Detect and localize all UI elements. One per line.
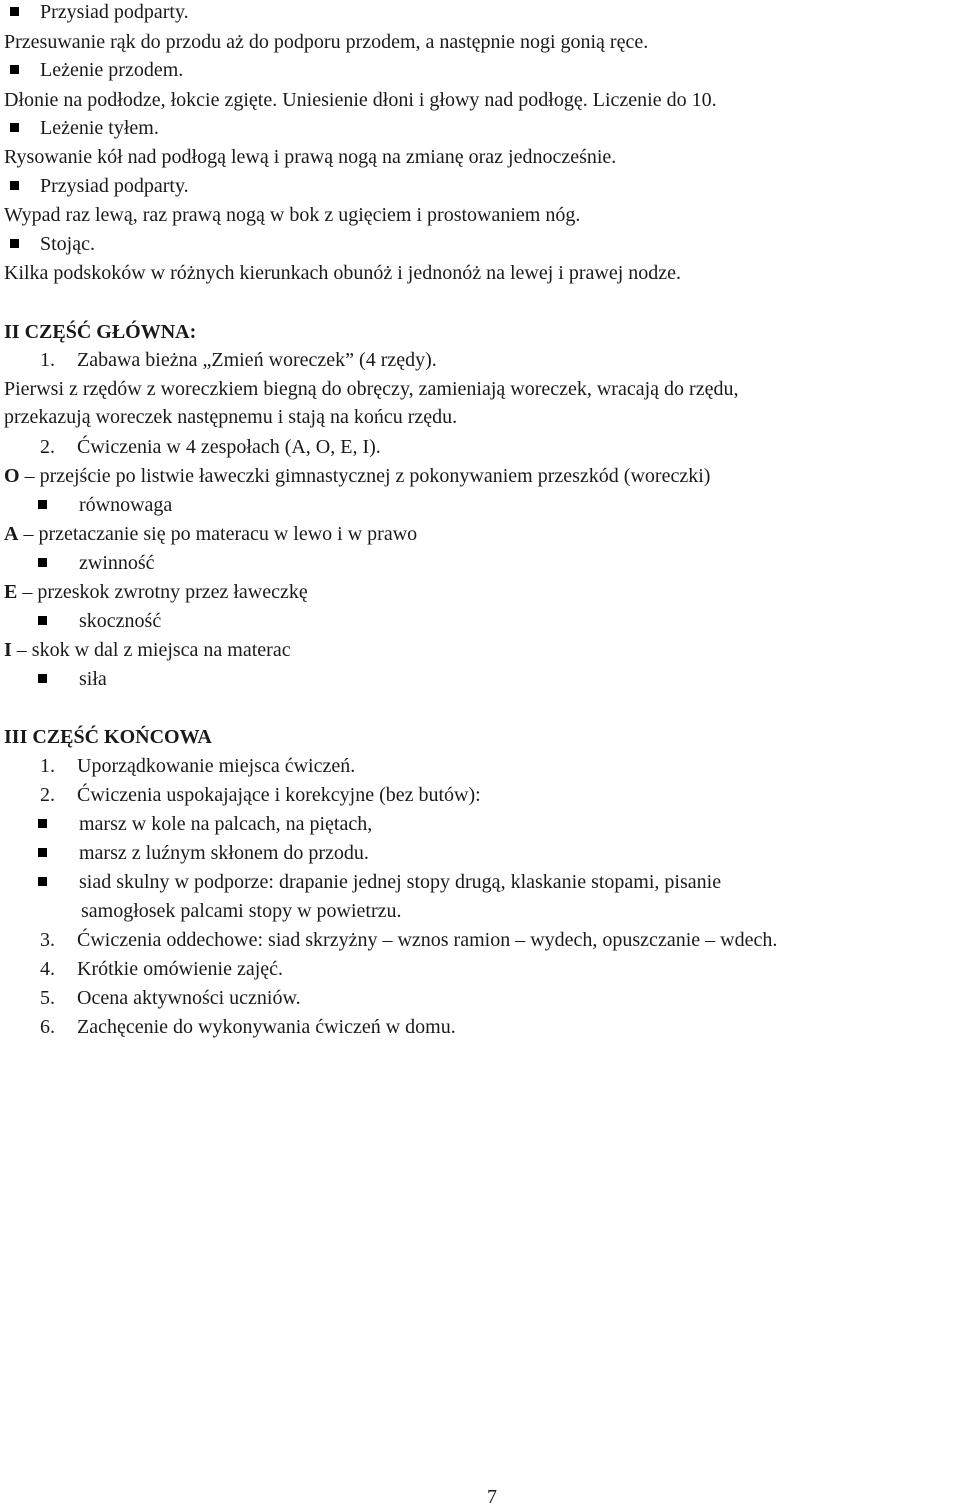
section-heading-main: II CZĘŚĆ GŁÓWNA: [4,321,197,343]
station-description: E – przeskok zwrotny przez ławeczkę [4,581,308,603]
corrective-exercise-continuation: samogłosek palcami stopy w powietrzu. [81,900,402,922]
game-description-line: Pierwsi z rzędów z woreczkiem biegną do obręczy, zamieniają woreczek, wracają do rzędu, [4,378,739,400]
station-description: O – przejście po listwie ławeczki gimnastycznej z pokonywaniem przeszkód (woreczki) [4,465,711,487]
exercise-description: Dłonie na podłodze, łokcie zgięte. Uniesienie dłoni i głowy nad podłogę. Liczenie do 10. [4,89,717,111]
square-bullet-icon [38,616,47,625]
station-description: I – skok w dal z miejsca na materac [4,639,291,661]
square-bullet-icon [38,500,47,509]
exercise-description: Rysowanie kół nad podłogą lewą i prawą nogą na zmianę oraz jednocześnie. [4,146,617,168]
square-bullet-icon [38,819,47,828]
section-heading-final: III CZĘŚĆ KOŃCOWA [4,726,212,748]
square-bullet-icon [10,123,19,132]
square-bullet-icon [38,674,47,683]
page-number: 7 [487,1486,497,1508]
exercise-description: Kilka podskoków w różnych kierunkach obunóż i jednonóż na lewej i prawej nodze. [4,262,682,284]
game-description-line: przekazują woreczek następnemu i stają na końcu rzędu. [4,406,458,428]
square-bullet-icon [10,7,19,16]
square-bullet-icon [10,181,19,190]
exercise-description: Przesuwanie rąk do przodu aż do podporu przodem, a następnie nogi gonią ręce. [4,31,649,53]
square-bullet-icon [10,239,19,248]
square-bullet-icon [38,558,47,567]
square-bullet-icon [38,848,47,857]
exercise-description: Wypad raz lewą, raz prawą nogą w bok z ugięciem i prostowaniem nóg. [4,204,581,226]
square-bullet-icon [10,65,19,74]
station-description: A – przetaczanie się po materacu w lewo i w prawo [4,523,418,545]
square-bullet-icon [38,877,47,886]
